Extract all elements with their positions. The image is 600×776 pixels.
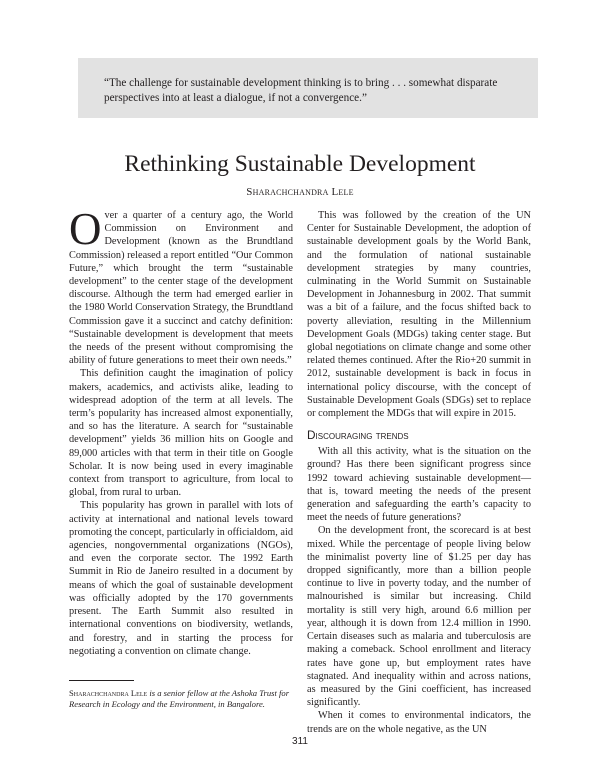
drop-cap: O xyxy=(69,204,102,254)
article-title: Rethinking Sustainable Development xyxy=(124,151,476,177)
pull-quote: “The challenge for sustainable development thinking is to bring . . . somewhat disparate perspectives into at least a dialogue, if not a convergence.” xyxy=(104,77,498,104)
footnote-text: is a senior fellow at the Ashoka Trust for Research in Ecology and the Environment, in Bangalore. xyxy=(69,688,290,709)
page-number: 311 xyxy=(292,736,308,747)
section-heading: Discouraging trends xyxy=(307,428,409,443)
right-column xyxy=(307,209,531,736)
paragraph: When it comes to environmental indicators, the trends are on the whole negative, as the UN xyxy=(307,710,531,735)
paragraph-intro xyxy=(69,204,293,367)
article-author: Sharachchandra Lele xyxy=(246,186,354,198)
paragraph: This was followed by the creation of the UN Center for Sustainable Development, the adoption of sustainable development goals by the World Bank, and the formulation of national sustainable development strategies by many countries, culminating in the World Summit on Sustainable Development in Johannesburg in 2002. That summit was a bit of a failure, and the focus shifted back to poverty alleviation, resulting in the Millennium Development Goals (MDGs) taking center stage. But global negotiations on climate change and some other related themes continued. After the Rio+20 summit in 2012, sustainable development is back in focus in international policy discourse, with the concept of Sustainable Development Goals (SDGs) set to replace or complement the MDGs that will expire in 2015. xyxy=(307,210,531,420)
author-footnote xyxy=(69,688,293,710)
left-column xyxy=(69,204,293,658)
footnote-rule xyxy=(69,680,134,681)
paragraph-intro-text: ver a quarter of a century ago, the World Commission on Environment and Development (known as the Brundtland Commission) released a report entitled “Our Common Future,” which brought the term “sustainable development” to the center stage of the development discourse. Although the term had emerged earlier in the 1980 World Conservation Strategy, the Brundtland Commission gave it a succinct and catchy definition: “Sustainable development is development that meets the needs of the present without compromising the ability of future generations to meet their own needs.” xyxy=(69,210,293,367)
paragraph: This definition caught the imagination of policy makers, academics, and activists alike, leading to widespread adoption of the term at all levels. The term’s popularity has increased almost exponentially, and so has the literature. A search for “sustainable development” yields 36 million hits on Google and 89,000 articles with that term in their title on Google Scholar. It is now being used in every imaginable context from transport to agriculture, from local to global, from rural to urban. xyxy=(69,368,293,499)
paragraph: This popularity has grown in parallel with lots of activity at international and national levels toward promoting the concept, particularly in officialdom, aid agencies, nongovernmental organizations (NGOs), and even the corporate sector. The 1992 Earth Summit in Rio de Janeiro resulted in a document by means of which the goal of sustainable development was officially adopted by the 170 governments present. The Earth Summit also resulted in international conventions on biodiversity, wetlands, and forestry, and in starting the process for negotiating a convention on climate change. xyxy=(69,500,293,657)
paragraph: On the development front, the scorecard is at best mixed. While the percentage of people living below the minimalist poverty line of $1.25 per day has dropped significantly, more than a billion people continue to live in poverty today, and the number of malnourished is similar but increasing. Child mortality is still very high, around 6.6 million per year, although it is down from 12.4 million in 1990. Certain diseases such as malaria and tuberculosis are making a comeback. School enrollment and literacy rates have gone up, but employment rates have stagnated. And inequality within and across nations, as measured by the Gini coefficient, has increased significantly. xyxy=(307,525,531,709)
footnote-author-name: Sharachchandra Lele xyxy=(69,688,148,698)
paragraph: With all this activity, what is the situation on the ground? Has there been significant progress since 1992 toward achieving sustainable development—that is, toward meeting the needs of the present generation and safeguarding the earth’s capacity to meet the needs of future generations? xyxy=(307,446,531,524)
